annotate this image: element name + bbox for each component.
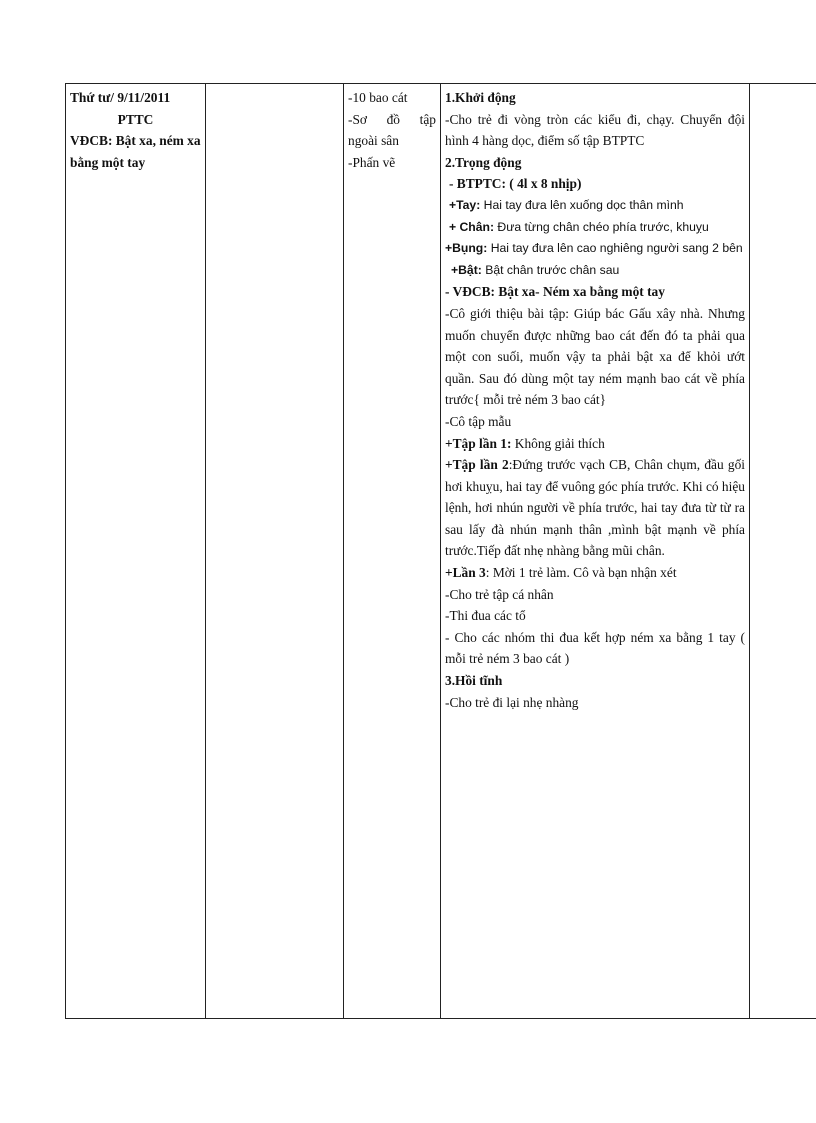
combined-text: - Cho các nhóm thi đua kết hợp ném xa bằng 1 tay ( mỗi trẻ ném 3 bao cát ) [445,629,745,667]
lesson-topic: VĐCB: Bật xa, ném xa bằng một tay [70,133,201,170]
exercise-label: +Bụng: [445,241,488,256]
warmup-text: -Cho trẻ đi vòng tròn các kiểu đi, chạy. Chuyển đội hình 4 hàng dọc, điểm số tập BTPTC [445,111,745,149]
lesson-info-cell [66,84,206,1019]
materials-cell [344,84,441,1019]
groups-text: -Thi đua các tổ [445,608,526,624]
exercise-text: Đưa từng chân chéo phía trước, khuỵu [494,219,709,234]
exercise-label: + Chân: [449,219,495,234]
attempt-text: Không giải thích [511,435,605,451]
cooldown-title: 3.Hồi tĩnh [445,673,503,689]
attempt-2 [445,454,745,562]
vdcb-title: - VĐCB: Bật xa- Ném xa bằng một tay [445,284,665,300]
material-item: -Phấn vẽ [348,154,396,170]
cooldown-text: -Cho trẻ đi lại nhẹ nhàng [445,694,579,710]
attempt-label: +Tập lần 2 [445,457,509,473]
empty-column-cell [750,84,816,1019]
lesson-plan-table [65,83,816,1019]
activities-cell [441,84,750,1019]
exercise-label: +Tay: [449,197,481,212]
attempt-label: +Lần 3 [445,565,486,581]
exercise-text: Bật chân trước chân sau [481,262,620,277]
attempt-1 [445,433,745,455]
empty-column-cell [206,84,344,1019]
exercise-arms [445,195,745,217]
individual-text: -Cho trẻ tập cá nhân [445,586,554,602]
attempt-text: : Mời 1 trẻ làm. Cô và bạn nhận xét [485,565,677,581]
exercise-jump [445,260,745,282]
exercise-belly [445,238,745,260]
main-title: 2.Trọng động [445,154,522,170]
warmup-title: 1.Khởi động [445,90,516,105]
material-item: -10 bao cát [348,90,408,105]
lesson-day: Thứ tư/ 9/11/2011 [70,90,171,105]
table-row [66,84,816,1019]
exercise-legs [445,217,745,239]
material-item: -Sơ đồ tập ngoài sân [348,111,436,149]
exercise-text: Hai tay đưa lên xuống dọc thân mình [480,197,684,212]
attempt-label: +Tập lần 1: [445,435,512,451]
attempt-3 [445,562,745,584]
demo-text: -Cô tập mẫu [445,413,512,429]
btptc-title: - BTPTC: ( 4l x 8 nhịp) [449,176,582,192]
intro-text: -Cô giới thiệu bài tập: Giúp bác Gấu xây nhà. Nhưng muốn chuyển được những bao cát đến đó ta phải qua một con suối, muốn vậy ta phải bật xa để khỏi ướt quần. Sau đó dùng một tay ném mạnh bao cát về phía trước{ mỗi trẻ ném 3 bao cát} [445,305,745,408]
lesson-subject: PTTC [117,111,154,127]
exercise-label: +Bật: [451,262,482,277]
attempt-text: :Đứng trước vạch CB, Chân chụm, đầu gối hơi khuỵu, hai tay để vuông góc phía trước. Khi có hiệu lệnh, hơi nhún người về phía trước, hai tay đưa từ từ ra sau lấy đà nhún mạnh thân ,mình bật mạnh về phía trước.Tiếp đất nhẹ nhàng bằng mũi chân. [445,457,745,559]
exercise-text: Hai tay đưa lên cao nghiêng người sang 2 bên [487,241,743,256]
